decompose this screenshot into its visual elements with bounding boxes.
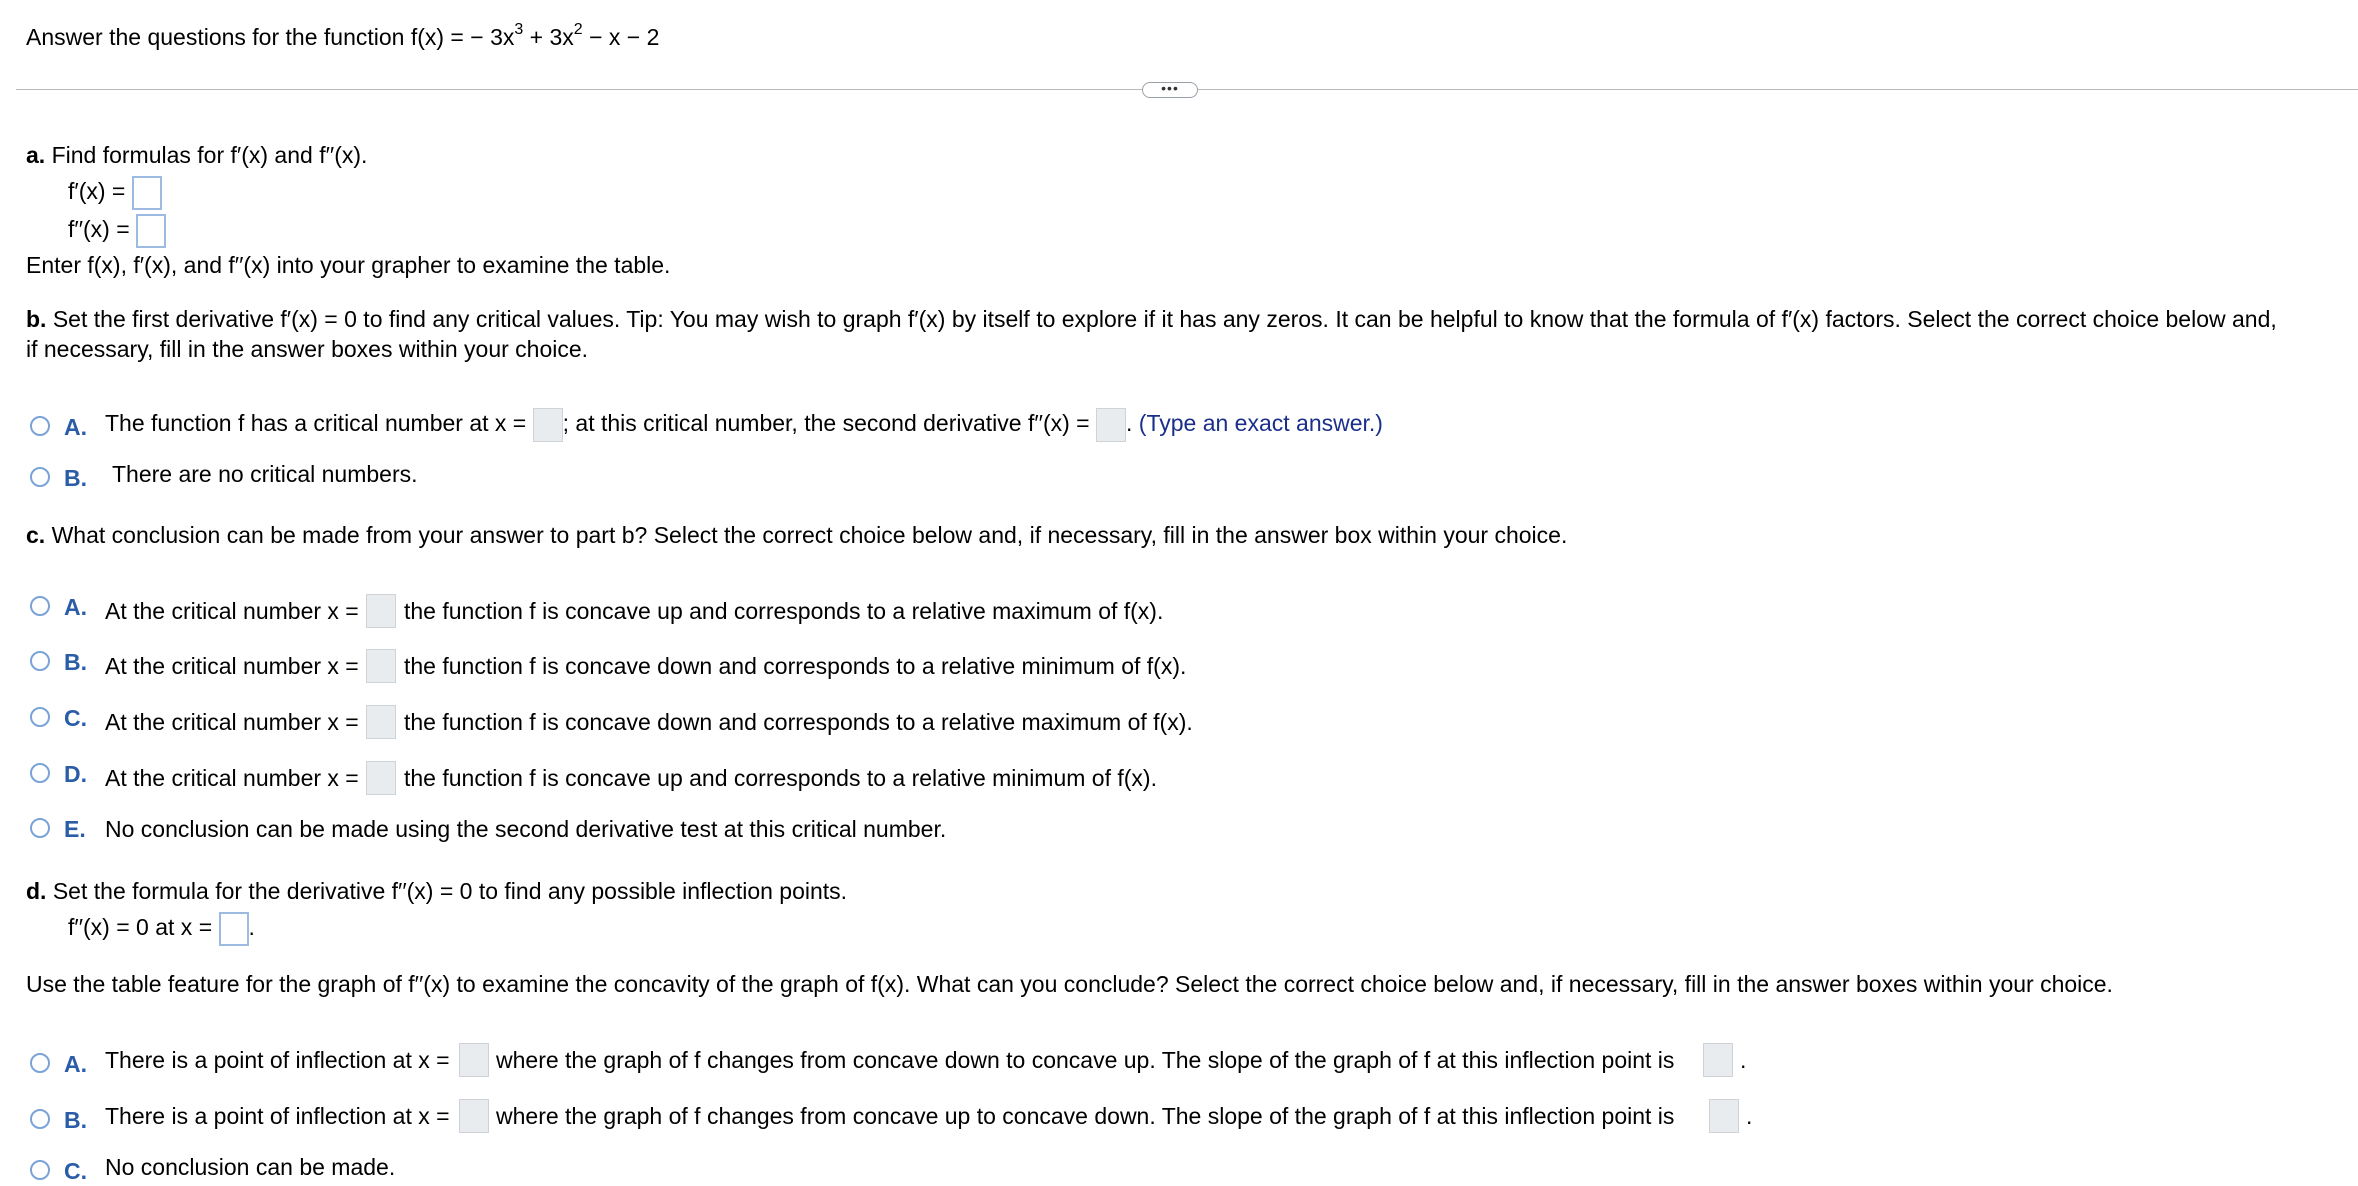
part-b-choice-a-pre: The function f has a critical number at x = bbox=[105, 410, 527, 437]
part-c-choice-a-radio[interactable] bbox=[30, 596, 50, 616]
header-exponent-2: 2 bbox=[573, 21, 583, 38]
part-d-choice-a-post: where the graph of f changes from concave down to concave up. The slope of the graph of f at this inflection point is bbox=[496, 1047, 1675, 1073]
part-b-choice-a-mid: ; at this critical number, the second derivative f′′(x) = bbox=[562, 410, 1090, 437]
part-b-choice-a bbox=[105, 408, 1383, 442]
part-a-text: Find formulas for f′(x) and f′′(x). bbox=[51, 142, 368, 168]
part-b-text: Set the first derivative f′(x) = 0 to find any critical values. Tip: You may wish to graph f′(x) by itself to explore if it has any zeros. It can be helpful to know that the formula of f′(x) factors. Select the correct choice below and, bbox=[52, 306, 2277, 332]
inflection-equation-row bbox=[68, 912, 255, 946]
part-c-choice-c-input-wrap bbox=[366, 705, 396, 739]
part-b-choice-b-radio[interactable] bbox=[30, 467, 50, 487]
part-c-choice-b-pre: At the critical number x = bbox=[105, 653, 359, 679]
part-c-choice-e-letter: E. bbox=[64, 816, 86, 842]
critical-number-input[interactable] bbox=[533, 408, 563, 442]
part-d-choice-b-end: . bbox=[1746, 1103, 1753, 1129]
part-d-choice-a-end: . bbox=[1740, 1047, 1747, 1073]
part-d-choice-b-slope-input[interactable] bbox=[1709, 1099, 1739, 1133]
part-d-choice-c-letter: C. bbox=[64, 1158, 87, 1184]
part-c-choice-a-input-wrap bbox=[366, 594, 396, 628]
part-c-choice-d-letter: D. bbox=[64, 761, 87, 787]
part-c-choice-b-input[interactable] bbox=[366, 649, 396, 683]
part-d-choice-b-post: where the graph of f changes from concave up to concave down. The slope of the graph of f at this inflection point is bbox=[496, 1103, 1675, 1129]
part-a-note: Enter f(x), f′(x), and f′′(x) into your grapher to examine the table. bbox=[26, 252, 671, 278]
part-d-choice-c-radio[interactable] bbox=[30, 1160, 50, 1180]
part-b-choice-b-text: There are no critical numbers. bbox=[112, 461, 418, 487]
part-d-choice-b-x-wrap bbox=[459, 1099, 489, 1133]
part-c-choice-b-post: the function f is concave down and corresponds to a relative minimum of f(x). bbox=[404, 653, 1187, 679]
part-c-choice-d-post: the function f is concave up and corresponds to a relative minimum of f(x). bbox=[404, 765, 1157, 791]
fprime-label: f′(x) = bbox=[68, 178, 126, 205]
part-d-text: Set the formula for the derivative f′′(x) = 0 to find any possible inflection points. bbox=[52, 878, 848, 904]
part-c-choice-d-input[interactable] bbox=[366, 761, 396, 795]
part-d-choice-b-pre: There is a point of inflection at x = bbox=[105, 1103, 450, 1129]
part-c-label: c. bbox=[26, 522, 46, 548]
part-d-question bbox=[26, 876, 847, 906]
part-c-text: What conclusion can be made from your answer to part b? Select the correct choice below and, if necessary, fill in the answer box within your choice. bbox=[51, 522, 1568, 548]
fdoubleprime-answer-input[interactable] bbox=[136, 214, 166, 248]
part-c-choice-a-pre: At the critical number x = bbox=[105, 598, 359, 624]
exact-answer-hint: (Type an exact answer.) bbox=[1138, 410, 1383, 437]
second-derivative-value-input[interactable] bbox=[1096, 408, 1126, 442]
fprime-answer-input[interactable] bbox=[132, 176, 162, 210]
part-b-choice-a-letter: A. bbox=[64, 414, 87, 440]
fdoubleprime-row bbox=[68, 214, 166, 248]
part-c-choice-c-pre: At the critical number x = bbox=[105, 709, 359, 735]
part-c-choice-c-post: the function f is concave down and corresponds to a relative maximum of f(x). bbox=[404, 709, 1193, 735]
fdoubleprime-label: f′′(x) = bbox=[68, 216, 130, 243]
part-c-choice-e-radio[interactable] bbox=[30, 818, 50, 838]
fprime-row bbox=[68, 176, 162, 210]
part-d-choice-a-letter: A. bbox=[64, 1051, 87, 1077]
part-c-choice-c-input[interactable] bbox=[366, 705, 396, 739]
part-b-label: b. bbox=[26, 306, 47, 332]
part-b-choice-a-post: . bbox=[1126, 410, 1133, 437]
header-suffix: − x − 2 bbox=[582, 24, 660, 50]
part-b-choice-b-letter: B. bbox=[64, 465, 87, 491]
part-b-choice-a-radio[interactable] bbox=[30, 416, 50, 436]
part-d-choice-b-radio[interactable] bbox=[30, 1109, 50, 1129]
part-c-choice-e-text: No conclusion can be made using the second derivative test at this critical number. bbox=[105, 816, 947, 842]
part-c-choice-b-letter: B. bbox=[64, 649, 87, 675]
part-d-choice-a-radio[interactable] bbox=[30, 1053, 50, 1073]
part-c-choice-a-input[interactable] bbox=[366, 594, 396, 628]
part-d-choice-a-slope-input[interactable] bbox=[1703, 1043, 1733, 1077]
inflection-equation-label: f′′(x) = 0 at x = bbox=[68, 914, 213, 941]
more-button[interactable]: ••• bbox=[1142, 82, 1198, 98]
part-c-choice-a-letter: A. bbox=[64, 594, 87, 620]
part-c-choice-d-input-wrap bbox=[366, 761, 396, 795]
part-a-label: a. bbox=[26, 142, 46, 168]
part-d-choice-b-x-input[interactable] bbox=[459, 1099, 489, 1133]
part-c-choice-b-radio[interactable] bbox=[30, 651, 50, 671]
part-c-choice-a-post: the function f is concave up and corresponds to a relative maximum of f(x). bbox=[404, 598, 1164, 624]
part-d-choice-a-x-input[interactable] bbox=[459, 1043, 489, 1077]
inflection-equation-post: . bbox=[248, 914, 255, 941]
part-d-choice-b-slope-wrap bbox=[1709, 1099, 1739, 1133]
part-d-choice-c-text: No conclusion can be made. bbox=[105, 1154, 396, 1180]
part-c-choice-c-radio[interactable] bbox=[30, 707, 50, 727]
part-d-choice-a-pre: There is a point of inflection at x = bbox=[105, 1047, 450, 1073]
part-a-question bbox=[26, 140, 367, 170]
part-b-question-line2: if necessary, fill in the answer boxes within your choice. bbox=[26, 336, 589, 362]
table-feature-question: Use the table feature for the graph of f′′(x) to examine the concavity of the graph of f(x). What can you conclude? Select the correct choice below and, if necessary, fill in the answer boxes within your choice. bbox=[26, 971, 2113, 997]
header-exponent-3: 3 bbox=[514, 21, 524, 38]
part-b-question-line1 bbox=[26, 304, 2277, 334]
part-d-choice-a-slope-wrap bbox=[1703, 1043, 1733, 1077]
part-c-choice-c-letter: C. bbox=[64, 705, 87, 731]
inflection-x-input[interactable] bbox=[219, 912, 249, 946]
part-d-choice-b-letter: B. bbox=[64, 1107, 87, 1133]
part-c-choice-b-input-wrap bbox=[366, 649, 396, 683]
header-mid: + 3x bbox=[523, 24, 574, 50]
part-c-choice-d-pre: At the critical number x = bbox=[105, 765, 359, 791]
part-c-choice-d-radio[interactable] bbox=[30, 763, 50, 783]
question-header bbox=[26, 22, 659, 56]
part-d-choice-a-x-wrap bbox=[459, 1043, 489, 1077]
header-prefix: Answer the questions for the function f(x) = − 3x bbox=[26, 24, 515, 50]
part-c-question bbox=[26, 520, 1567, 550]
part-d-label: d. bbox=[26, 878, 47, 904]
